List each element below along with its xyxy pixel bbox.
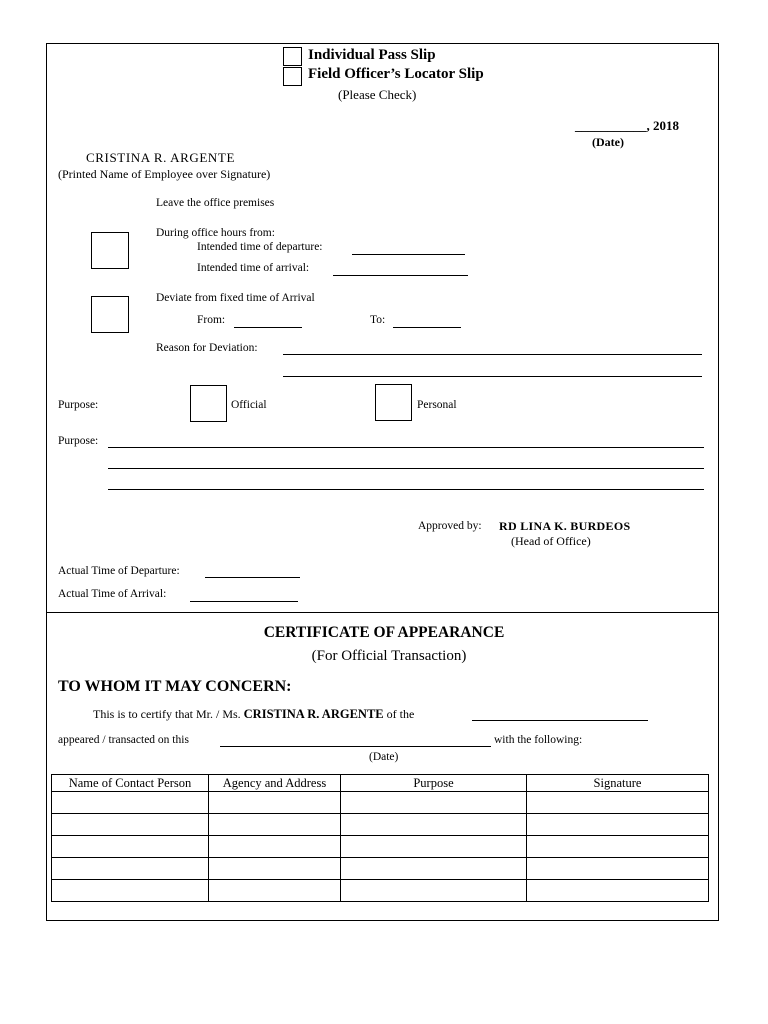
- table-cell[interactable]: [209, 880, 341, 902]
- reason-field-line-1[interactable]: [283, 354, 702, 355]
- table-row: [52, 880, 709, 902]
- reason-label: Reason for Deviation:: [156, 342, 258, 354]
- during-hours-label: During office hours from:: [156, 227, 275, 239]
- table-cell[interactable]: [209, 858, 341, 880]
- actual-departure-field[interactable]: [205, 577, 300, 578]
- intended-arrival-field[interactable]: [333, 275, 468, 276]
- column-header-purpose: Purpose: [341, 775, 527, 792]
- official-label: Official: [231, 399, 267, 411]
- table-cell[interactable]: [527, 792, 709, 814]
- certify-prefix: This is to certify that Mr. / Ms.: [93, 707, 241, 721]
- certificate-subtitle: (For Official Transaction): [311, 648, 467, 664]
- table-cell[interactable]: [209, 792, 341, 814]
- reason-field-line-2[interactable]: [283, 376, 702, 377]
- purpose-select-label: Purpose:: [58, 399, 99, 411]
- locator-slip-label: Field Officer’s Locator Slip: [308, 66, 484, 82]
- table-cell[interactable]: [341, 814, 527, 836]
- appearance-date-field[interactable]: [220, 746, 491, 747]
- table-cell[interactable]: [52, 814, 209, 836]
- approved-by-label: Approved by:: [418, 520, 482, 532]
- intended-departure-field[interactable]: [352, 254, 465, 255]
- personal-checkbox[interactable]: [375, 384, 412, 421]
- locator-slip-checkbox[interactable]: [283, 67, 302, 86]
- table-row: [52, 836, 709, 858]
- table-cell[interactable]: [52, 858, 209, 880]
- table-cell[interactable]: [341, 880, 527, 902]
- deviate-checkbox[interactable]: [91, 296, 129, 333]
- table-cell[interactable]: [527, 836, 709, 858]
- from-field[interactable]: [234, 327, 302, 328]
- purpose-field-line-1[interactable]: [108, 447, 704, 448]
- section-divider: [46, 612, 719, 613]
- table-header-row: [52, 775, 709, 792]
- employee-name: CRISTINA R. ARGENTE: [86, 150, 235, 165]
- certificate-title: CERTIFICATE OF APPEARANCE: [263, 624, 505, 641]
- approver-name: RD LINA K. BURDEOS: [499, 519, 631, 533]
- column-header-signature: Signature: [527, 775, 709, 792]
- intended-departure-label: Intended time of departure:: [197, 241, 323, 253]
- approver-caption: (Head of Office): [511, 534, 591, 548]
- table-cell[interactable]: [209, 836, 341, 858]
- certify-suffix: of the: [386, 707, 415, 721]
- column-header-agency-address: Agency and Address: [209, 775, 341, 792]
- salutation: TO WHOM IT MAY CONCERN:: [58, 678, 292, 695]
- from-label: From:: [197, 314, 226, 326]
- official-checkbox[interactable]: [190, 385, 227, 422]
- pass-slip-checkbox[interactable]: [283, 47, 302, 66]
- during-hours-checkbox[interactable]: [91, 232, 129, 269]
- table-cell[interactable]: [527, 814, 709, 836]
- table-cell[interactable]: [52, 880, 209, 902]
- actual-arrival-field[interactable]: [190, 601, 298, 602]
- actual-arrival-label: Actual Time of Arrival:: [58, 588, 167, 600]
- to-field[interactable]: [393, 327, 461, 328]
- table-row: [52, 858, 709, 880]
- column-header-contact-person: Name of Contact Person: [52, 775, 209, 792]
- intended-arrival-label: Intended time of arrival:: [197, 262, 310, 274]
- leave-heading: Leave the office premises: [156, 197, 275, 209]
- purpose-field-line-2[interactable]: [108, 468, 704, 469]
- certify-name: CRISTINA R. ARGENTE: [243, 707, 384, 721]
- contacts-table: [51, 774, 709, 902]
- table-cell[interactable]: [527, 880, 709, 902]
- table-row: [52, 814, 709, 836]
- employee-name-caption: (Printed Name of Employee over Signature): [58, 167, 271, 181]
- pass-slip-label: Individual Pass Slip: [308, 47, 436, 63]
- appeared-suffix: with the following:: [494, 734, 583, 746]
- table-cell[interactable]: [341, 858, 527, 880]
- table-row: [52, 792, 709, 814]
- actual-departure-label: Actual Time of Departure:: [58, 565, 180, 577]
- table-cell[interactable]: [527, 858, 709, 880]
- purpose-field-line-3[interactable]: [108, 489, 704, 490]
- to-label: To:: [370, 314, 386, 326]
- certify-line: [93, 707, 414, 722]
- deviate-label: Deviate from fixed time of Arrival: [156, 292, 315, 304]
- office-field[interactable]: [472, 720, 648, 721]
- personal-label: Personal: [417, 399, 457, 411]
- date-field[interactable]: ___________, 2018: [575, 118, 679, 133]
- appeared-prefix: appeared / transacted on this: [58, 734, 189, 746]
- table-cell[interactable]: [341, 792, 527, 814]
- table-cell[interactable]: [52, 792, 209, 814]
- purpose-text-label: Purpose:: [58, 435, 99, 447]
- please-check-instruction: (Please Check): [338, 87, 417, 102]
- table-cell[interactable]: [341, 836, 527, 858]
- table-cell[interactable]: [52, 836, 209, 858]
- appearance-date-caption: (Date): [369, 751, 399, 763]
- table-cell[interactable]: [209, 814, 341, 836]
- date-caption: (Date): [592, 135, 624, 149]
